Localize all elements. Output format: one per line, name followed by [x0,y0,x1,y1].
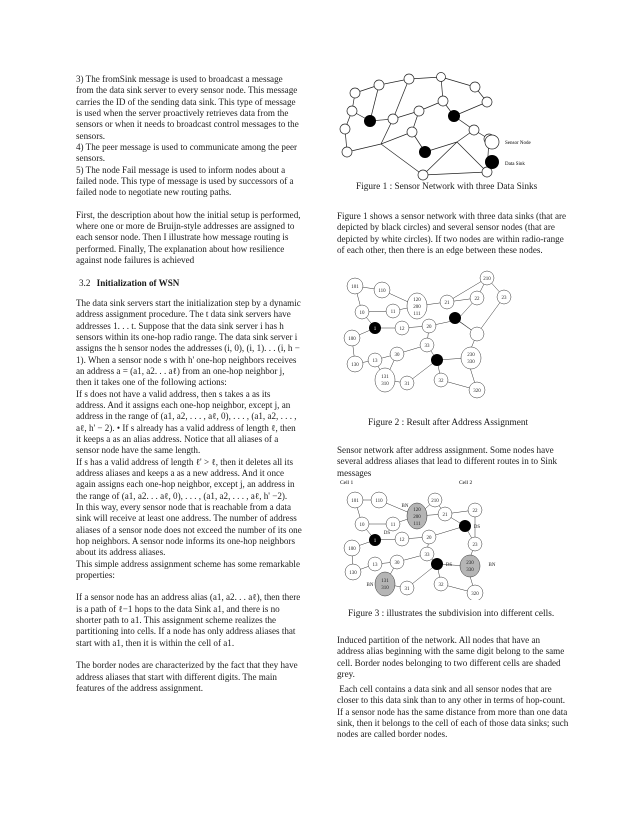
node-label: 20 [426,536,432,541]
node-label: 12 [399,538,405,543]
node-label: 21 [444,301,450,306]
node-label: 130 [349,571,357,576]
node-label: 110 [378,289,386,294]
node-label: 1 [373,539,377,544]
node-label: 30 [394,353,400,358]
node-label: 310 [381,382,389,387]
node-label: 21 [442,513,448,518]
node-label: 110 [375,499,383,504]
figure-3-caption: Figure 3 : illustrates the subdivision into different cells. [348,609,555,619]
node-label: 230 [467,353,475,358]
node-label: 13 [372,359,378,364]
node-label: 111 [413,522,421,527]
node-label: 200 [413,305,421,310]
node-label: 200 [413,515,421,520]
paragraph: In this way, every sensor node that is reachable from a data sink will receive at least one address. The number of address aliases of a sensor node does not exceed the number of its one hop neighbors. A sensor node informs its one-hop neighbors about its address aliases. [76,502,302,558]
node-label: 11 [390,310,396,315]
figure-1-caption: Figure 1 : Sensor Network with three Data Sinks [356,182,538,192]
node-label: 230 [466,561,474,566]
paragraph: If s has a valid address of length ℓ' > ℓ, then it deletes all its address aliases and keeps a as a new address. And it once again assigns each one-hop neighbor, except j, an address in the range of (a1, a2. . . aℓ, 0), . . . , (a1, a2, . . . , aℓ, h' −2). [76,456,295,501]
node-label: 330 [466,568,474,573]
figure-2-caption: Figure 2 : Result after Address Assignment [368,418,529,428]
node-label: 100 [348,547,356,552]
border-node-label: BN [401,504,409,509]
node-label: 310 [381,586,389,591]
paragraph: This simple address assignment scheme has some remarkable properties: [76,558,301,581]
node-label: 30 [394,561,400,566]
legend-sink-label: Data Sink [505,162,525,167]
data-sink-label: DS [445,563,453,568]
right-paragraph-4: Each cell contains a data sink and all sensor nodes that are closer to this data sink than to any other in terms of hop-count. If a sensor node has the same distance from more than one data sink, then it belongs to the cell of each of those data sinks; such nodes are called border nodes. [337,684,571,740]
left-column [76,74,302,694]
paragraph: If a sensor node has an address alias (a1, a2. . . aℓ), then there is a path of ℓ−1 hops to the data Sink a1, and there is no shorter path to a1. This assignment scheme realizes the partitioning into cells. If a node has only address aliases that start with a1, then it is within the cell of a1. [76,592,301,648]
border-node-label: BN [488,563,496,568]
paragraph: The border nodes are characterized by the fact that they have address aliases that start with different digits. The main features of the address assignment. [76,660,298,693]
figure-2-address-network [337,270,527,400]
node-label: 12 [399,327,405,332]
figure-1-network [337,72,567,182]
node-label: 120 [413,298,421,303]
node-label: 1 [373,327,377,332]
node-label: 210 [483,277,491,282]
paragraph: 5) The node Fail message is used to inform nodes about a failed node. This type of message is used by successors of a failed node to negotiate new routing paths. [76,164,294,198]
node-label: 131 [381,375,389,380]
node-label: 32 [438,583,444,588]
node-label: 210 [431,499,439,504]
right-paragraph-2: Sensor network after address assignment. Some nodes have several address aliases that lead to different routes in to Sink messages [337,445,558,478]
cell-1-label: Cell 1 [340,480,354,486]
node-label: 22 [472,509,478,514]
node-label: 320 [471,592,479,597]
node-label: 101 [351,499,359,504]
right-paragraph-3: Induced partition of the network. All nodes that have an address alias beginning with the same digit belong to the same cell. Border nodes belonging to two different cells are shaded grey. [337,635,565,680]
node-label: 10 [359,523,365,528]
border-node-label: BN [366,583,374,588]
figure-3-cell-subdivision [337,478,527,600]
node-label: 131 [381,579,389,584]
node-label: 33 [424,553,430,558]
paragraph: 4) The peer message is used to communicate among the peer sensors. [76,142,298,164]
section-title: Initialization of WSN [96,277,180,288]
node-label: 31 [404,587,410,592]
node-label: 101 [351,285,359,290]
node-label: 11 [390,523,396,528]
node-label: 130 [351,363,359,368]
node-label: 10 [359,311,365,316]
section-number: 3.2 [79,277,91,288]
data-sink-label: DS [383,531,391,536]
node-label: 120 [413,508,421,513]
node-label: 31 [404,382,410,387]
node-label: 13 [372,563,378,568]
legend-sensor-label: Sensor Node [505,141,531,146]
node-label: 23 [472,543,478,548]
node-label: 330 [467,360,475,365]
node-label: 111 [413,312,421,317]
paragraph: If s does not have a valid address, then s takes a as its address. And it assigns each one-hop neighbor, except j, an address in the range of (a1, a2, . . . , aℓ, 0), . . . , (a1, a2, . . . , aℓ, h' − 2). • If s already has a valid address of length ℓ, then it keeps a as an alias address. Notice that all aliases of a sensor node have the same length. [76,388,297,456]
node-label: 33 [424,344,430,349]
node-label: 320 [473,389,481,394]
node-label: 32 [438,379,444,384]
node-label: 22 [474,297,480,302]
cell-2-label: Cell 2 [459,480,473,486]
section-heading [79,278,302,289]
node-label: 23 [501,296,507,301]
data-sink-label: DS [473,525,481,530]
paragraph: 3) The fromSink message is used to broadcast a message from the data sink server to every sensor node. This message carries the ID of the sending data sink. This type of message is used when the server proactively retrieves data from the sensors or when it needs to broadcast control messages to the sensors. [76,74,299,141]
node-label: 100 [348,337,356,342]
node-label: 20 [426,325,432,330]
paragraph: First, the description about how the initial setup is performed, where one or more de Bruijn-style addresses are assigned to each sensor node. Then I illustrate how message routing is performed. Finally, The explanation about how resilience against node failures is achieved [76,209,301,266]
paragraph: The data sink servers start the initialization step by a dynamic address assignment procedure. The t data sink servers have addresses 1. . . t. Suppose that the data sink server i has h sensors within its one-hop radio range. The data sink server i assigns the h sensor nodes the addresses (i, 0), (i, 1). . . (i, h − 1). When a sensor node s with h' one-hop neighbors receives an address a = (a1, a2. . . aℓ) from an one-hop neighbor j, then it takes one of the following actions: [76,297,301,388]
right-paragraph-1: Figure 1 shows a sensor network with three data sinks (that are depicted by black circles) and several sensor nodes (that are depicted by white circles). If two nodes are within radio-range of each other, then there is an edge between these nodes. [337,211,567,256]
